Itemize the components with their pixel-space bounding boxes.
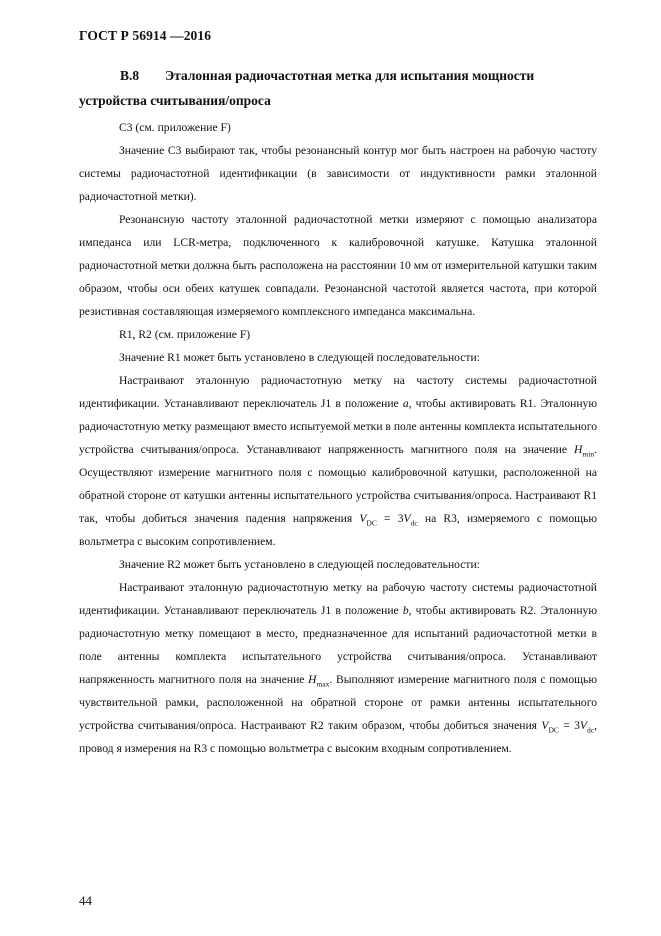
page-number: 44 — [79, 893, 92, 908]
v-dc-symbol: V — [541, 719, 549, 732]
section-number: В.8 — [120, 68, 140, 83]
standard-header: ГОСТ Р 56914 —2016 — [79, 28, 212, 43]
paragraph-r1-intro: Значение R1 может быть установлено в следующей последовательности: — [119, 351, 480, 364]
paragraph-r1-procedure: Настраивают эталонную радиочастотную метку на частоту системы радиочастотной идентификации. Устанавливают переключатель J1 в положение a, чтобы активировать R1. Эталонную радиочастотную метку размещают вместо испытуемой метки в поле антенны комплекта испытательного устройства считывания/опроса. Устанавливают напряженность магнитного поля на значение $H_{min}$. Осуществляют измерение магнитного поля с помощью калибровочной катушки, расположенной на обратной стороне от катушки антенны испытательного устройства считывания/опроса. Настраивают R1 так, чтобы добиться значения падения напряжения $V_{DC} = 3V_{dc}$ на R3, измеряемого с помощью вольтметра с высоким сопротивлением. — [79, 374, 598, 548]
paragraph-r1-r2-label: R1, R2 (см. приложение F) — [119, 328, 251, 341]
paragraph-r2-procedure: Настраивают эталонную радиочастотную метку на рабочую частоту системы радиочастотной идентификации. Устанавливают переключатель J1 в положение b, чтобы активировать R2. Эталонную радиочастотную метку помещают в место, предназначенное для испытаний радиочастотной метки в поле антенны комплекта испытательного устройства считывания/опроса. Устанавливают напряженность магнитного поля на значение $H_{max}$. Выполняют измерение магнитного поля с помощью чувствительной рамки, расположенной на обратной стороне от рамки антенны испытательного устройства считывания/опроса. Настраивают R2 таким образом, чтобы добиться значения $V_{DC} = 3V_{dc}$, провод я измерения на R3 с помощью вольтметра с высоким входным сопротивлением. — [79, 581, 598, 755]
v-dc-lower-symbol: V — [403, 512, 411, 525]
section-heading — [79, 63, 601, 113]
paragraph-resonance: Резонансную частоту эталонной радиочастотной метки измеряют с помощью анализатора импеданса или LCR-метра, подключенного к калибровочной катушке. Катушка эталонной радиочастотной метки должна быть расположена на расстоянии 10 мм от измерительной катушки таким образом, чтобы оси обеих катушек совпадали. Резонансной частотой является частота, при которой резистивная составляющая измеряемого комплексного импеданса максимальна. — [79, 213, 597, 318]
h-min-symbol: H — [574, 443, 583, 456]
switch-position-b: b — [402, 604, 409, 617]
paragraph-c3-value: Значение С3 выбирают так, чтобы резонансный контур мог быть настроен на рабочую частоту системы радиочастотной идентификации (в зависимости от индуктивности рамки эталонной радиочастотной метки). — [79, 144, 597, 203]
v-dc-symbol: V — [359, 512, 367, 525]
switch-position-a: a — [402, 397, 409, 410]
paragraph-r2-intro: Значение R2 может быть установлено в следующей последовательности: — [119, 558, 480, 571]
section-title: Эталонная радиочастотная метка для испытания мощности устройства считывания/опроса — [79, 68, 535, 108]
body-text — [79, 116, 597, 760]
h-max-symbol: H — [308, 673, 317, 686]
v-dc-lower-symbol: V — [579, 719, 588, 732]
paragraph-c3-label: С3 (см. приложение F) — [119, 121, 231, 134]
